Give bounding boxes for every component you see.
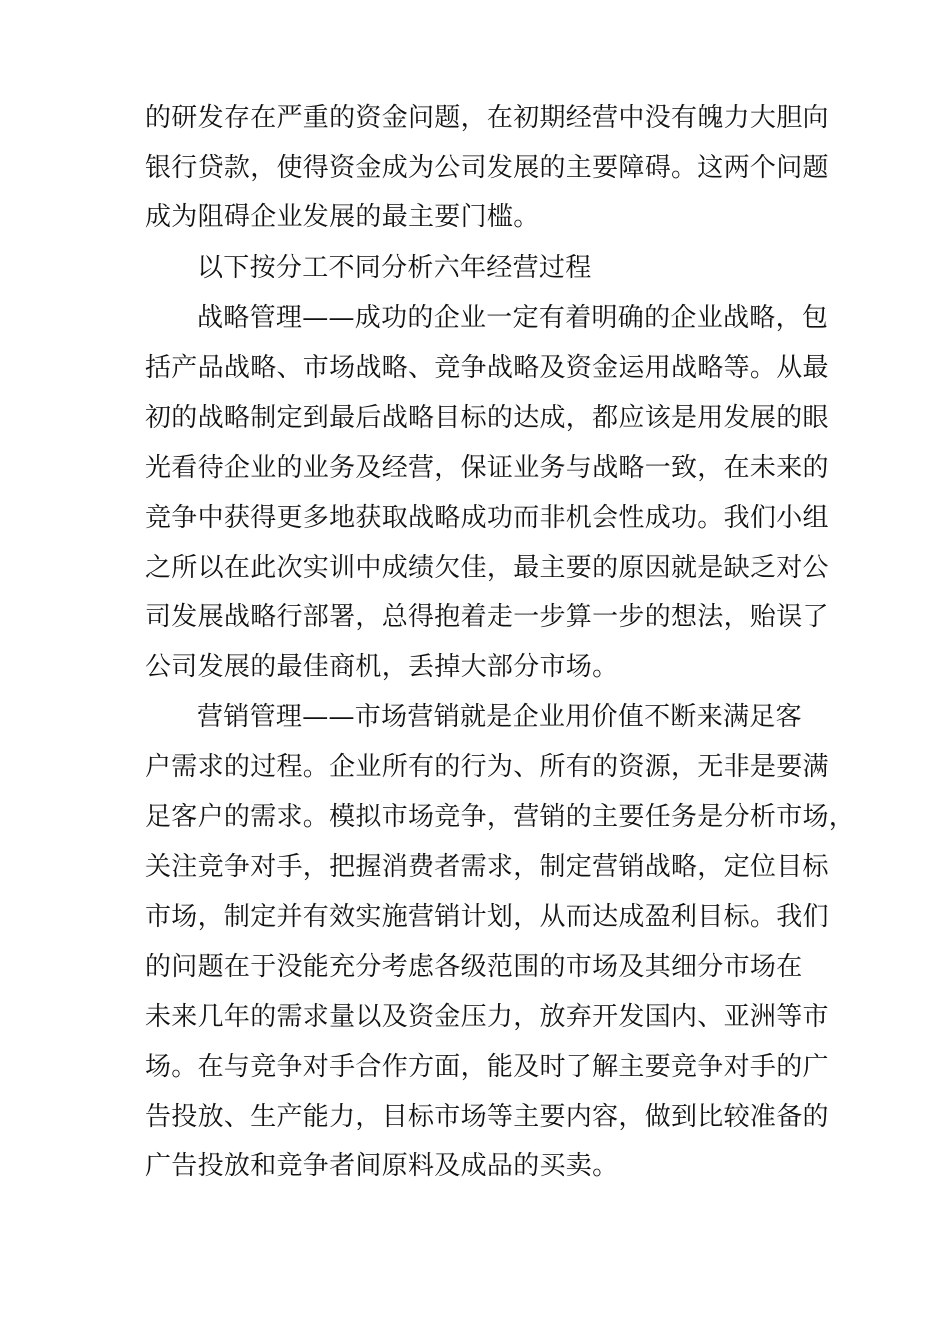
paragraph-3-line-4: 光看待企业的业务及经营，保证业务与战略一致，在未来的 xyxy=(145,453,829,483)
paragraph-4-line-3: 足客户的需求。模拟市场竞争，营销的主要任务是分析市场， xyxy=(145,802,856,832)
paragraph-4-line-5: 市场，制定并有效实施营销计划，从而达成盈利目标。我们 xyxy=(145,902,829,932)
paragraph-1-line-2: 银行贷款，使得资金成为公司发展的主要障碍。这两个问题 xyxy=(145,153,829,183)
paragraph-4-line-4: 关注竞争对手，把握消费者需求，制定营销战略，定位目标 xyxy=(145,852,829,882)
paragraph-4-line-7: 未来几年的需求量以及资金压力，放弃开发国内、亚洲等市 xyxy=(145,1002,829,1032)
paragraph-3-line-8: 公司发展的最佳商机，丢掉大部分市场。 xyxy=(145,652,619,682)
paragraph-3-line-2: 括产品战略、市场战略、竞争战略及资金运用战略等。从最 xyxy=(145,353,829,383)
paragraph-4-line-9: 告投放、生产能力，目标市场等主要内容，做到比较准备的 xyxy=(145,1102,829,1132)
paragraph-2-line-1: 以下按分工不同分析六年经营过程 xyxy=(197,253,592,283)
paragraph-4-line-10: 广告投放和竞争者间原料及成品的买卖。 xyxy=(145,1151,619,1181)
paragraph-3-line-1: 战略管理——成功的企业一定有着明确的企业战略，包 xyxy=(197,303,829,333)
paragraph-1-line-3: 成为阻碍企业发展的最主要门槛。 xyxy=(145,202,540,232)
paragraph-3-line-7: 司发展战略行部署，总得抱着走一步算一步的想法，贻误了 xyxy=(145,602,829,632)
paragraph-1-line-1: 的研发存在严重的资金问题，在初期经营中没有魄力大胆向 xyxy=(145,103,829,133)
paragraph-4-line-2: 户需求的过程。企业所有的行为、所有的资源，无非是要满 xyxy=(145,752,829,782)
paragraph-3-line-3: 初的战略制定到最后战略目标的达成，都应该是用发展的眼 xyxy=(145,403,829,433)
paragraph-3-line-5: 竞争中获得更多地获取战略成功而非机会性成功。我们小组 xyxy=(145,503,829,533)
paragraph-4-line-1: 营销管理——市场营销就是企业用价值不断来满足客 xyxy=(197,702,802,732)
paragraph-4-line-6: 的问题在于没能充分考虑各级范围的市场及其细分市场在 xyxy=(145,952,803,982)
paragraph-4-line-8: 场。在与竞争对手合作方面，能及时了解主要竞争对手的广 xyxy=(145,1052,829,1082)
paragraph-3-line-6: 之所以在此次实训中成绩欠佳，最主要的原因就是缺乏对公 xyxy=(145,553,829,583)
